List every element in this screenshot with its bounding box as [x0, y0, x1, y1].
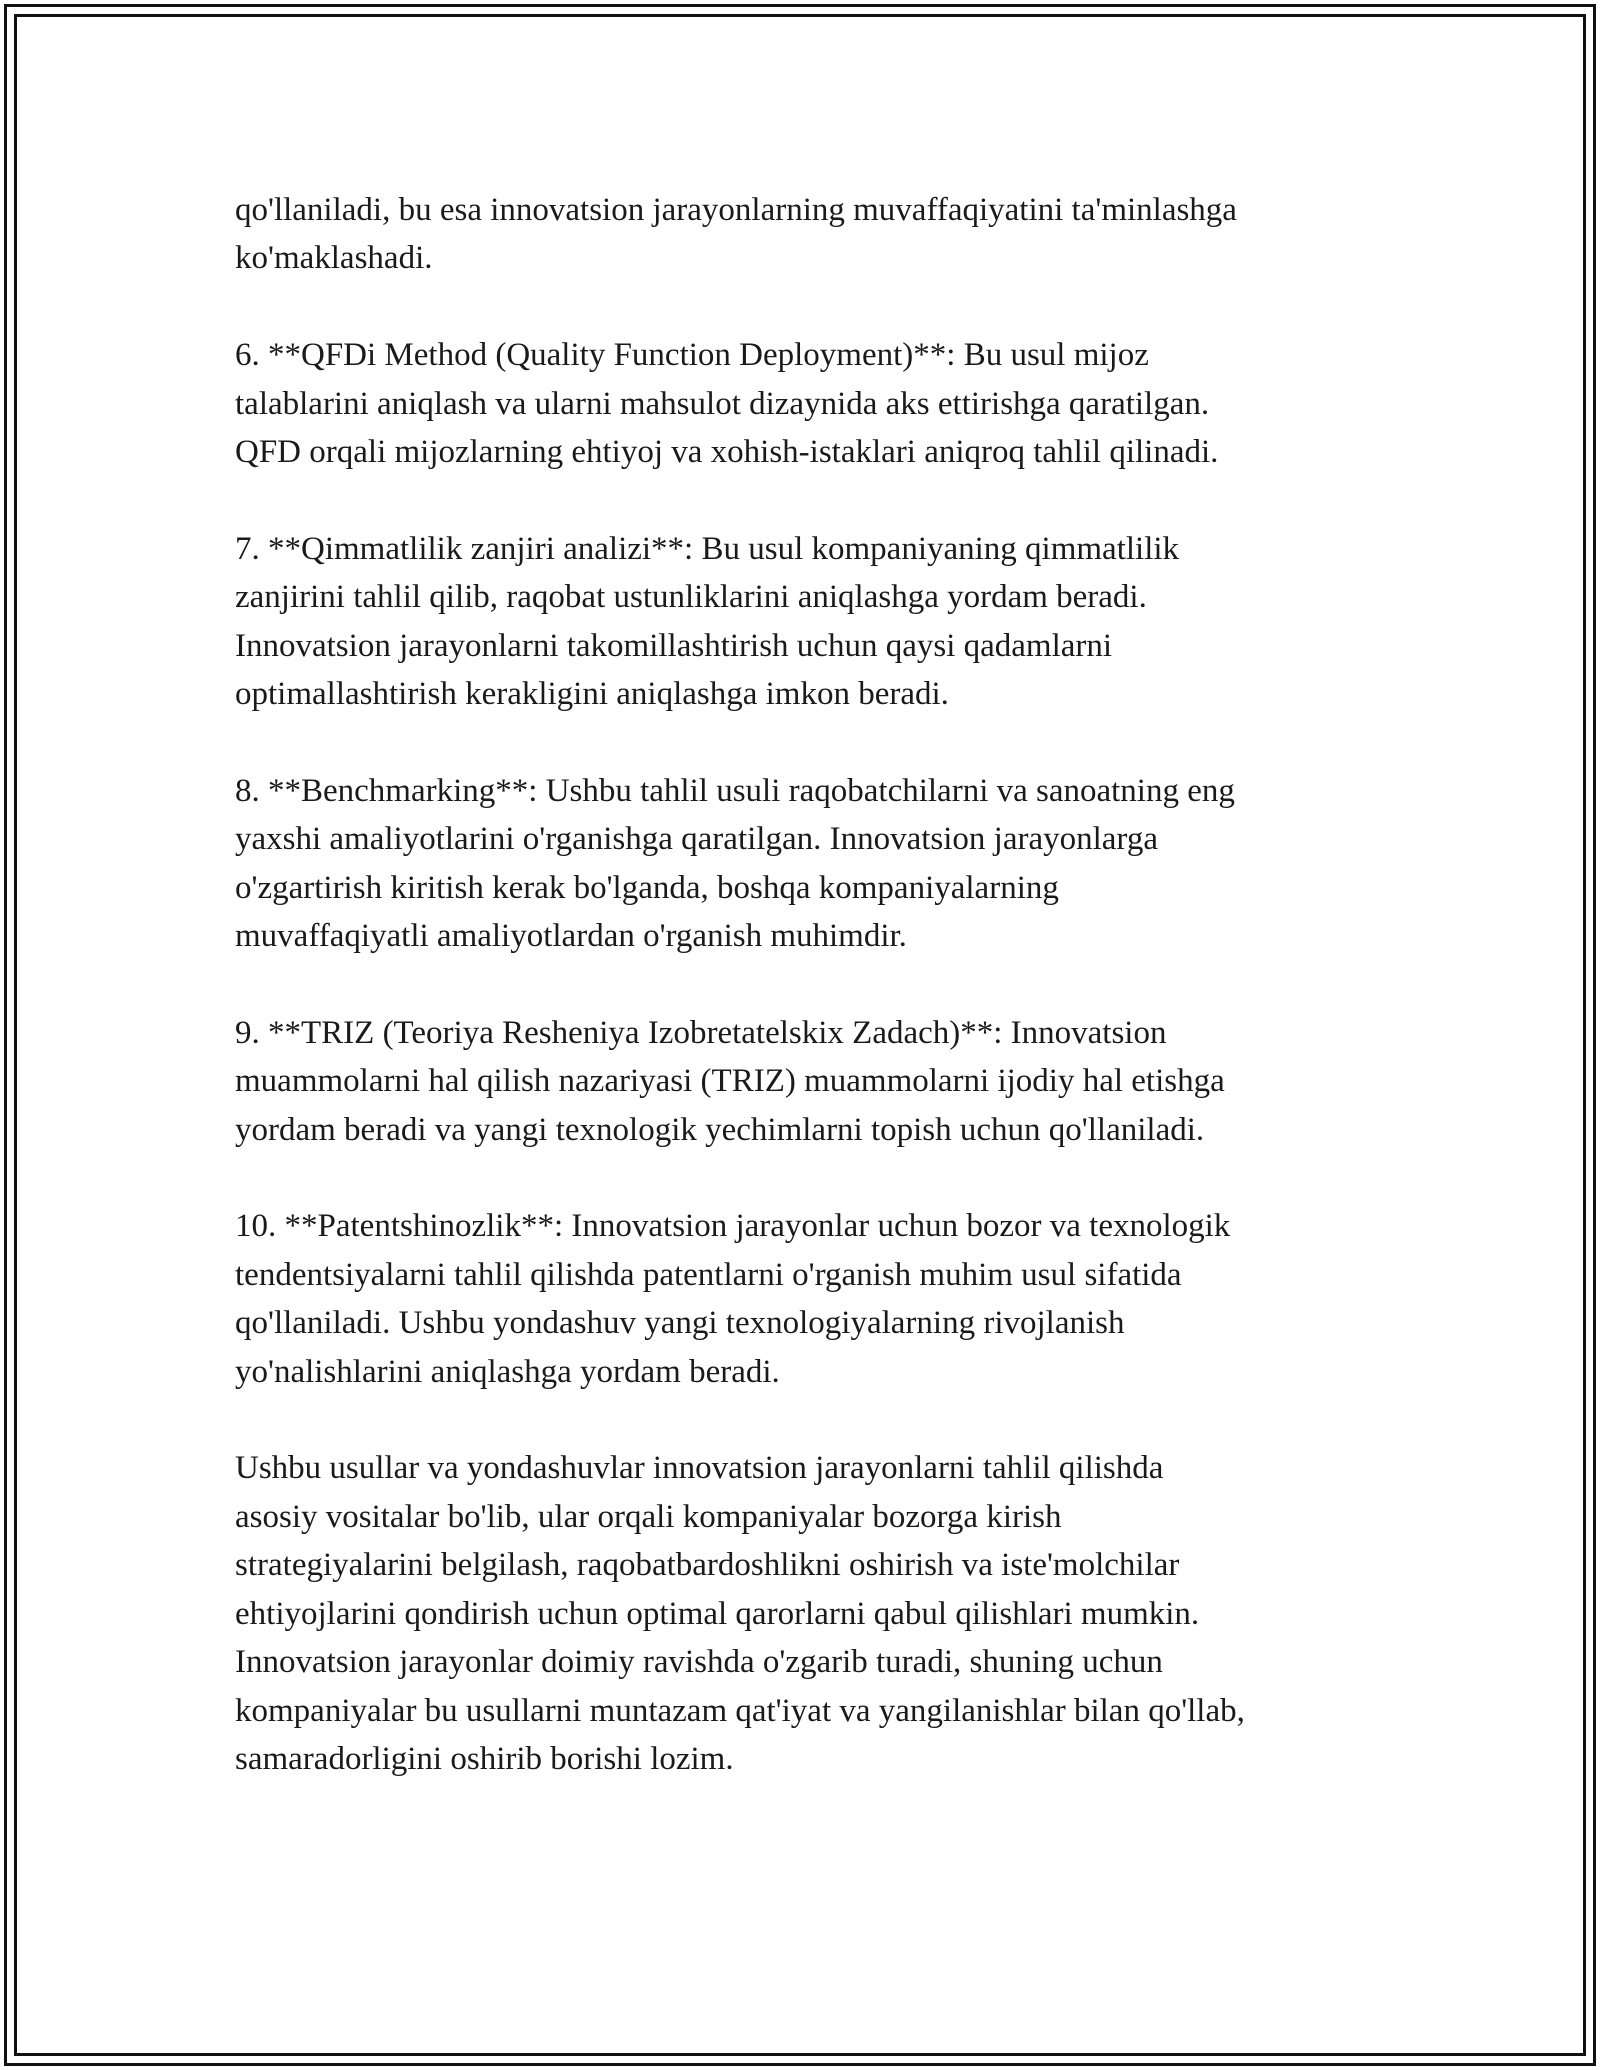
paragraph-item-10-patents: [235, 1202, 1365, 1396]
text-line: ehtiyojlarini qondirish uchun optimal qarorlarni qabul qilishlari mumkin.: [235, 1595, 1200, 1632]
paragraph-intro-continuation: [235, 186, 1365, 283]
text-line: 10. **Patentshinozlik**: Innovatsion jarayonlar uchun bozor va texnologik: [235, 1208, 1231, 1245]
paragraph-item-9-triz: [235, 1009, 1365, 1154]
text-line: o'zgartirish kiritish kerak bo'lganda, boshqa kompaniyalarning: [235, 869, 1059, 906]
text-line: optimallashtirish kerakligini aniqlashga imkon beradi.: [235, 676, 949, 713]
text-line: 8. **Benchmarking**: Ushbu tahlil usuli raqobatchilarni va sanoatning eng: [235, 772, 1235, 809]
text-line: samaradorligini oshirib borishi lozim.: [235, 1740, 734, 1777]
text-line: strategiyalarini belgilash, raqobatbardoshlikni oshirish va iste'molchilar: [235, 1547, 1180, 1584]
paragraph-conclusion: [235, 1444, 1365, 1783]
text-line: qo'llaniladi, bu esa innovatsion jarayonlarning muvaffaqiyatini ta'minlashga: [235, 192, 1237, 228]
text-line: yaxshi amaliyotlarini o'rganishga qaratilgan. Innovatsion jarayonlarga: [235, 821, 1158, 858]
text-line: muvaffaqiyatli amaliyotlardan o'rganish muhimdir.: [235, 918, 907, 955]
text-line: zanjirini tahlil qilib, raqobat ustunliklarini aniqlashga yordam beradi.: [235, 579, 1147, 616]
text-line: Innovatsion jarayonlarni takomillashtirish uchun qaysi qadamlarni: [235, 627, 1113, 664]
text-line: tendentsiyalarni tahlil qilishda patentlarni o'rganish muhim usul sifatida: [235, 1256, 1182, 1293]
paragraph-item-6-qfd: [235, 331, 1365, 476]
text-line: 7. **Qimmatlilik zanjiri analizi**: Bu usul kompaniyaning qimmatlilik: [235, 530, 1180, 567]
text-line: muammolarni hal qilish nazariyasi (TRIZ) muammolarni ijodiy hal etishga: [235, 1063, 1225, 1100]
paragraph-item-7-value-chain: [235, 525, 1365, 719]
text-line: asosiy vositalar bo'lib, ular orqali kompaniyalar bozorga kirish: [235, 1498, 1062, 1535]
paragraph-item-8-benchmarking: [235, 767, 1365, 961]
text-line: QFD orqali mijozlarning ehtiyoj va xohish-istaklari aniqroq tahlil qilinadi.: [235, 434, 1219, 471]
text-line: Innovatsion jarayonlar doimiy ravishda o'zgarib turadi, shuning uchun: [235, 1644, 1163, 1681]
document-body: [235, 186, 1365, 1783]
text-line: qo'llaniladi. Ushbu yondashuv yangi texnologiyalarning rivojlanish: [235, 1305, 1125, 1342]
text-line: Ushbu usullar va yondashuvlar innovatsion jarayonlarni tahlil qilishda: [235, 1450, 1164, 1487]
text-line: 6. **QFDi Method (Quality Function Deployment)**: Bu usul mijoz: [235, 337, 1149, 374]
text-line: kompaniyalar bu usullarni muntazam qat'iyat va yangilanishlar bilan qo'llab,: [235, 1692, 1245, 1729]
text-line: 9. **TRIZ (Teoriya Resheniya Izobretatelskix Zadach)**: Innovatsion: [235, 1014, 1167, 1051]
text-line: ko'maklashadi.: [235, 240, 433, 277]
text-line: yo'nalishlarini aniqlashga yordam beradi.: [235, 1353, 780, 1390]
text-line: yordam beradi va yangi texnologik yechimlarni topish uchun qo'llaniladi.: [235, 1111, 1205, 1148]
text-line: talablarini aniqlash va ularni mahsulot dizaynida aks ettirishga qaratilgan.: [235, 385, 1210, 422]
